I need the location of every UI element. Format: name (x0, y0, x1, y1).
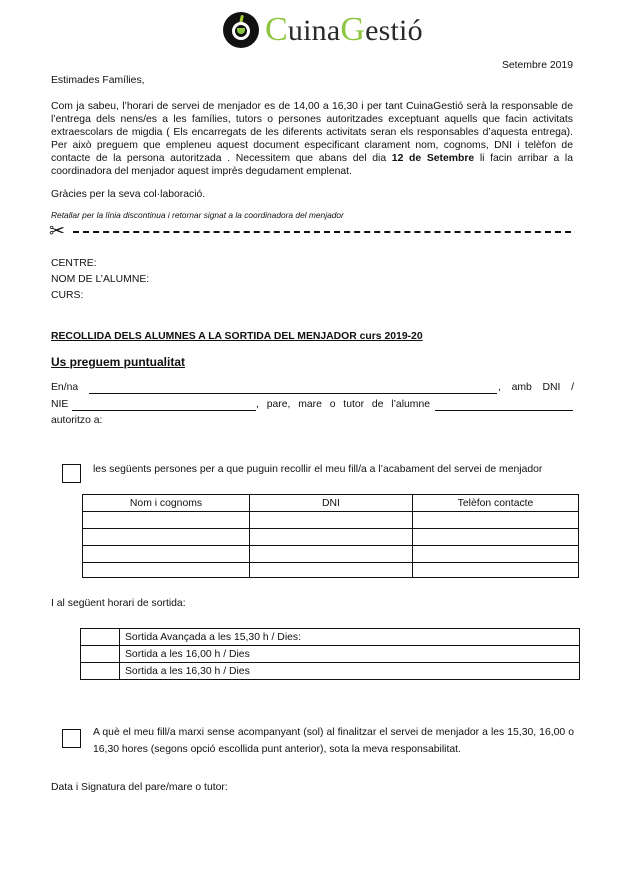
table-row (83, 512, 579, 529)
greeting: Estimades Famílies, (51, 75, 145, 86)
persons-table-header (83, 495, 579, 512)
dashed-line (73, 231, 571, 233)
cut-instruction: Retallar per la línia discontinua i retornar signat a la coordinadora del menjador (51, 210, 344, 220)
logo-letter-c: C (265, 11, 288, 48)
intro-paragraph (51, 100, 573, 178)
schedule-row (81, 646, 580, 663)
option2-label: A què el meu fill/a marxi sense acompanyant (sol) al finalitzar el servei de menjador a les 15,30, 16,00 o 16,30 hores (segons opció escollida punt anterior), sota la meva responsabilitat. (93, 727, 574, 755)
logo-word2: estió (365, 14, 423, 47)
person-phone-cell[interactable] (413, 563, 579, 578)
person-dni-cell[interactable] (250, 512, 413, 529)
logo-letter-g: G (340, 11, 366, 48)
schedule-row (81, 629, 580, 646)
authorize-label: autoritzo a: (51, 415, 103, 426)
student-name-label: NOM DE L’ALUMNE: (51, 274, 150, 285)
signature-label: Data i Signatura del pare/mare o tutor: (51, 782, 228, 793)
parent-name-field[interactable] (89, 382, 497, 394)
schedule-label: Sortida Avançada a les 15,30 h / Dies: (120, 629, 580, 646)
schedule-mark-cell[interactable] (81, 629, 120, 646)
header-name: Nom i cognoms (83, 495, 250, 512)
logo-wordmark (265, 12, 423, 49)
section-title: RECOLLIDA DELS ALUMNES A LA SORTIDA DEL MENJADOR curs 2019-20 (51, 331, 423, 342)
schedule-label: Sortida a les 16,00 h / Dies (120, 646, 580, 663)
table-row (83, 529, 579, 546)
person-name-cell[interactable] (83, 546, 250, 563)
schedule-intro: I al següent horari de sortida: (51, 598, 186, 609)
person-phone-cell[interactable] (413, 512, 579, 529)
scissors-icon: ✂ (49, 221, 65, 242)
person-name-cell[interactable] (83, 563, 250, 578)
option2-checkbox[interactable] (62, 729, 81, 748)
schedule-row (81, 663, 580, 680)
schedule-label: Sortida a les 16,30 h / Dies (120, 663, 580, 680)
person-name-cell[interactable] (83, 512, 250, 529)
dni-label: , amb DNI / (498, 382, 574, 393)
intro-text-end: li facin arribar a la coordinadora del menjador aquest imprès degudament emplenat. (51, 153, 573, 177)
persons-table (82, 494, 579, 578)
dni-nie-field[interactable] (72, 399, 256, 411)
option1-label: les següents persones per a que puguin recollir el meu fill/a a l’acabament del servei de menjador (93, 464, 543, 475)
schedule-mark-cell[interactable] (81, 646, 120, 663)
table-row (83, 563, 579, 578)
student-field[interactable] (435, 399, 573, 411)
logo-word1: uina (287, 14, 341, 47)
intro-text: Com ja sabeu, l’horari de servei de menjador es de 14,00 a 16,30 i per tant CuinaGestió serà la responsable de l’entrega dels nens/es a les famílies, tutors o persones autoritzades exceptuant aquells que facin activitats extraescolars de migdia ( Els encarregats de les diferents activitats seran els responsables d’aquesta entrega). Per això preguem que empleneu aquest document especificant clarament nom, cognoms, DNI i telèfon de contacte de la persona autoritzada . Necessitem que abans del dia (51, 101, 573, 164)
centre-label: CENTRE: (51, 258, 97, 269)
person-phone-cell[interactable] (413, 546, 579, 563)
person-phone-cell[interactable] (413, 529, 579, 546)
nie-label: NIE (51, 399, 69, 410)
parent-label: , pare, mare o tutor de l’alumne (256, 399, 430, 410)
person-dni-cell[interactable] (250, 546, 413, 563)
table-row (83, 546, 579, 563)
schedule-table (80, 628, 580, 680)
person-dni-cell[interactable] (250, 563, 413, 578)
document-date: Setembre 2019 (501, 60, 573, 71)
course-label: CURS: (51, 290, 84, 301)
punctuality-note: Us preguem puntualitat (51, 355, 186, 369)
person-name-cell[interactable] (83, 529, 250, 546)
schedule-mark-cell[interactable] (81, 663, 120, 680)
logo-icon (223, 12, 259, 48)
person-dni-cell[interactable] (250, 529, 413, 546)
cut-line (49, 222, 573, 242)
en-na-label: En/na (51, 382, 79, 393)
header-phone: Telèfon contacte (413, 495, 579, 512)
deadline-date: 12 de Setembre (391, 153, 475, 164)
thanks-text: Gràcies per la seva col·laboració. (51, 189, 206, 200)
header-dni: DNI (250, 495, 413, 512)
option1-checkbox[interactable] (62, 464, 81, 483)
